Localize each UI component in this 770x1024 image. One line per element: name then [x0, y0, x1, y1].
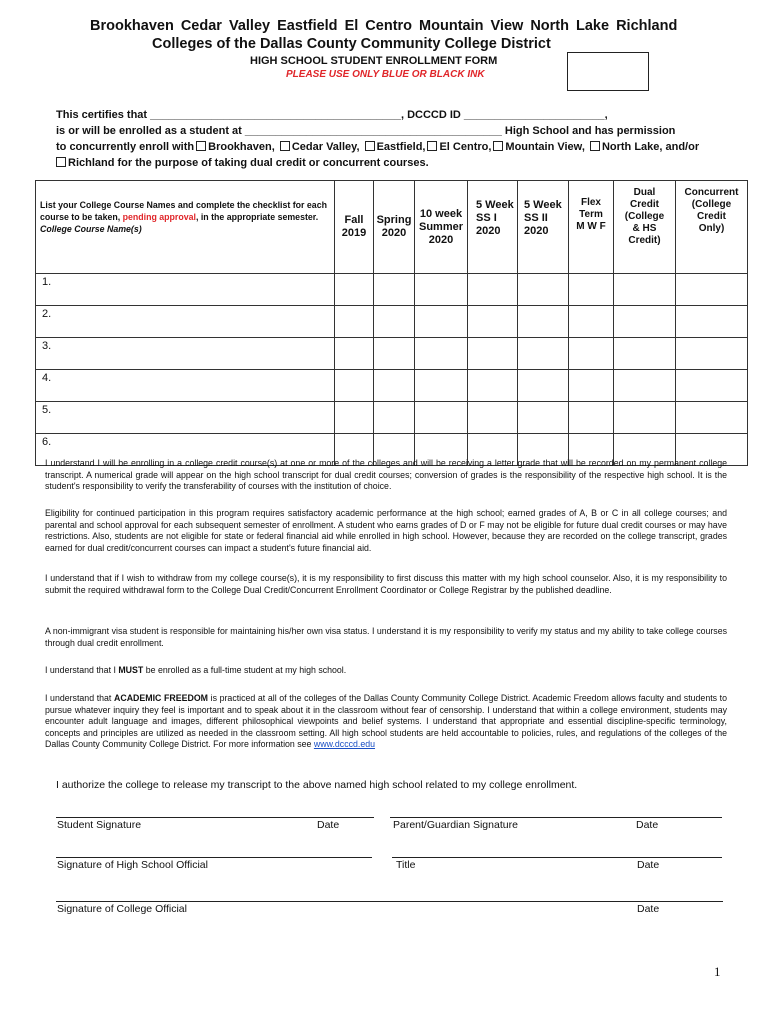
ss2-check-cell[interactable] — [518, 338, 569, 370]
flex-check-cell[interactable] — [569, 274, 614, 306]
course-name-cell[interactable]: 4. — [36, 370, 335, 402]
form-title: HIGH SCHOOL STUDENT ENROLLMENT FORM — [250, 55, 498, 67]
fall-check-cell[interactable] — [335, 370, 374, 402]
page-number: 1 — [714, 964, 721, 979]
course-name-cell[interactable]: 5. — [36, 402, 335, 434]
course-name-cell[interactable]: 6. — [36, 434, 335, 466]
north-lake-option-label: North Lake, and/or — [601, 141, 700, 153]
ss1-check-cell[interactable] — [468, 370, 518, 402]
title-line[interactable] — [392, 857, 722, 858]
ss1-check-cell[interactable] — [468, 306, 518, 338]
ss2-check-cell[interactable] — [518, 370, 569, 402]
ss2-check-cell[interactable] — [518, 306, 569, 338]
student-signature-line[interactable] — [56, 817, 374, 818]
dcccd-website-link[interactable]: www.dcccd.edu — [313, 739, 376, 750]
mountain-view-checkbox[interactable] — [493, 141, 503, 151]
summer-check-cell[interactable] — [415, 306, 468, 338]
summer-check-cell[interactable] — [415, 370, 468, 402]
college-official-signature-line[interactable] — [56, 901, 723, 902]
concurrent-check-cell[interactable] — [676, 402, 748, 434]
spring-check-cell[interactable] — [374, 370, 415, 402]
flex-check-cell[interactable] — [569, 370, 614, 402]
concurrent-enroll-label: to concurrently enroll with — [56, 141, 195, 153]
certification-line-high-school[interactable]: is or will be enrolled as a student at __________________________________________ High School and has permission — [56, 125, 676, 137]
college-official-date-label: Date — [637, 903, 660, 915]
table-header-row — [36, 181, 748, 274]
student-date-label: Date — [317, 819, 340, 831]
certification-line-name-id[interactable]: This certifies that _________________________________________, DCCCD ID _______________________, — [56, 109, 608, 121]
flex-check-cell[interactable] — [569, 338, 614, 370]
fall-check-cell[interactable] — [335, 402, 374, 434]
el-centro-checkbox[interactable] — [427, 141, 437, 151]
flex-check-cell[interactable] — [569, 402, 614, 434]
dual-check-cell[interactable] — [614, 338, 676, 370]
parent-date-label: Date — [636, 819, 659, 831]
ink-notice: PLEASE USE ONLY BLUE OR BLACK INK — [286, 69, 485, 80]
full-time-paragraph: I understand that I MUST be enrolled as a full-time student at my high school. — [45, 665, 347, 675]
flex-term-header: Flex Term M W F — [569, 181, 614, 274]
ss2-check-cell[interactable] — [518, 274, 569, 306]
richland-option-label: Richland — [68, 157, 115, 169]
summer-10week-header: 10 week Summer 2020 — [415, 181, 468, 274]
spring-check-cell[interactable] — [374, 402, 415, 434]
table-row — [36, 370, 748, 402]
title-label: Title — [396, 859, 416, 871]
ss1-check-cell[interactable] — [468, 402, 518, 434]
ss1-check-cell[interactable] — [468, 338, 518, 370]
dual-check-cell[interactable] — [614, 306, 676, 338]
table-row — [36, 338, 748, 370]
college-official-signature-label: Signature of College Official — [57, 903, 187, 915]
fall-check-cell[interactable] — [335, 306, 374, 338]
hs-official-signature-label: Signature of High School Official — [57, 859, 208, 871]
academic-freedom-paragraph: I understand that ACADEMIC FREEDOM is practiced at all of the colleges of the Dallas County Community College District. Academic Freedom allows faculty and students to pursue whatever inquiry they feel is important and to speak about it in the classroom without fear of censorship. I understand that within a college environment, students may encounter adult language and images, different philosophical viewpoints and belief systems. I understand that appropriate and essential discipline-specific terminology, concepts and principles are utilized as needed in the classroom setting. All high school students are held accountable to policies, rules, and regulations of the colleges of the Dallas County Community College District. For more information see www.dcccd.edu — [45, 693, 728, 750]
spring-check-cell[interactable] — [374, 306, 415, 338]
table-row — [36, 306, 748, 338]
purpose-text: for the purpose of taking dual credit or concurrent courses. — [117, 157, 429, 169]
dual-check-cell[interactable] — [614, 370, 676, 402]
parent-signature-line[interactable] — [390, 817, 722, 818]
student-signature-label: Student Signature — [57, 819, 142, 831]
spring-2020-header: Spring 2020 — [374, 181, 415, 274]
certification-line-colleges — [56, 141, 699, 153]
richland-checkbox[interactable] — [56, 157, 66, 167]
concurrent-check-cell[interactable] — [676, 370, 748, 402]
parent-signature-label: Parent/Guardian Signature — [393, 819, 518, 831]
course-name-cell[interactable]: 3. — [36, 338, 335, 370]
office-use-box[interactable] — [567, 52, 649, 91]
ss1-check-cell[interactable] — [468, 274, 518, 306]
spring-check-cell[interactable] — [374, 274, 415, 306]
summer-check-cell[interactable] — [415, 402, 468, 434]
summer-check-cell[interactable] — [415, 338, 468, 370]
dual-check-cell[interactable] — [614, 274, 676, 306]
eastfield-option-label: Eastfield, — [376, 141, 426, 153]
concurrent-check-cell[interactable] — [676, 306, 748, 338]
spring-check-cell[interactable] — [374, 338, 415, 370]
table-row — [36, 402, 748, 434]
flex-check-cell[interactable] — [569, 306, 614, 338]
eligibility-paragraph: Eligibility for continued participation in this program requires satisfactory academic performance at the high school; earned grades of A, B or C in all college courses; and parental and school approval for each subsequent semester of enrollment. A student who earns grades of D or F may not be eligible for future dual credit courses or may have restrictions. Also, students are not eligible for state or federal financial aid while enrolled in high school. However, because they are recorded on the college transcript, grades earned for dual credit/concurrent courses can impact a student's future financial aid. — [45, 508, 727, 553]
hs-official-date-label: Date — [637, 859, 660, 871]
ss1-5week-header: 5 Week SS I 2020 — [468, 181, 518, 274]
course-checklist-table — [35, 180, 748, 466]
el-centro-option-label: El Centro, — [439, 141, 492, 153]
concurrent-credit-header: Concurrent (College Credit Only) — [676, 181, 748, 274]
district-title: Colleges of the Dallas County Community College District — [152, 36, 551, 52]
concurrent-check-cell[interactable] — [676, 274, 748, 306]
ss2-check-cell[interactable] — [518, 402, 569, 434]
dual-credit-header: Dual Credit (College & HS Credit) — [614, 181, 676, 274]
table-row — [36, 274, 748, 306]
fall-check-cell[interactable] — [335, 274, 374, 306]
cedar-valley-option-label: Cedar Valley, — [291, 141, 360, 153]
certification-line-purpose — [56, 157, 429, 169]
course-name-cell[interactable]: 2. — [36, 306, 335, 338]
fall-2019-header: Fall 2019 — [335, 181, 374, 274]
course-instructions-header: List your College Course Names and complete the checklist for each course to be taken, pending approval, in the appropriate semester. College Course Name(s) — [36, 181, 335, 274]
withdrawal-paragraph: I understand that if I wish to withdraw from my college course(s), it is my responsibility to first discuss this matter with my high school counselor. Also, it is my responsibility to submit the required withdrawal form to the College Dual Credit/Concurrent Enrollment Coordinator or College Registrar by the published deadline. — [45, 573, 727, 595]
mountain-view-option-label: Mountain View, — [505, 141, 585, 153]
brookhaven-checkbox[interactable] — [196, 141, 206, 151]
dual-check-cell[interactable] — [614, 402, 676, 434]
ss2-5week-header: 5 Week SS II 2020 — [518, 181, 569, 274]
hs-official-signature-line[interactable] — [56, 857, 372, 858]
brookhaven-option-label: Brookhaven, — [208, 141, 275, 153]
cedar-valley-checkbox[interactable] — [280, 141, 290, 151]
transcript-authorization: I authorize the college to release my transcript to the above named high school related to my college enrollment. — [56, 779, 578, 791]
visa-paragraph: A non-immigrant visa student is responsible for maintaining his/her own visa status. I understand it is my responsibility to verify my status and my ability to take college courses through dual credit enrollment. — [45, 626, 727, 648]
concurrent-check-cell[interactable] — [676, 338, 748, 370]
grade-recording-paragraph: I understand I will be enrolling in a college credit course(s) at one or more of the colleges and will be receiving a letter grade that will be recorded on my permanent college transcript. A numerical grade will appear on the high school transcript for dual credit courses; conversion of grades is the responsibility of the respective high school. It is the student's responsibility to verify the transferability of courses with the institution of choice. — [45, 458, 727, 492]
summer-check-cell[interactable] — [415, 274, 468, 306]
eastfield-checkbox[interactable] — [365, 141, 375, 151]
course-name-cell[interactable]: 1. — [36, 274, 335, 306]
north-lake-checkbox[interactable] — [590, 141, 600, 151]
college-names-header: Brookhaven Cedar Valley Eastfield El Centro Mountain View North Lake Richland — [90, 18, 678, 34]
fall-check-cell[interactable] — [335, 338, 374, 370]
